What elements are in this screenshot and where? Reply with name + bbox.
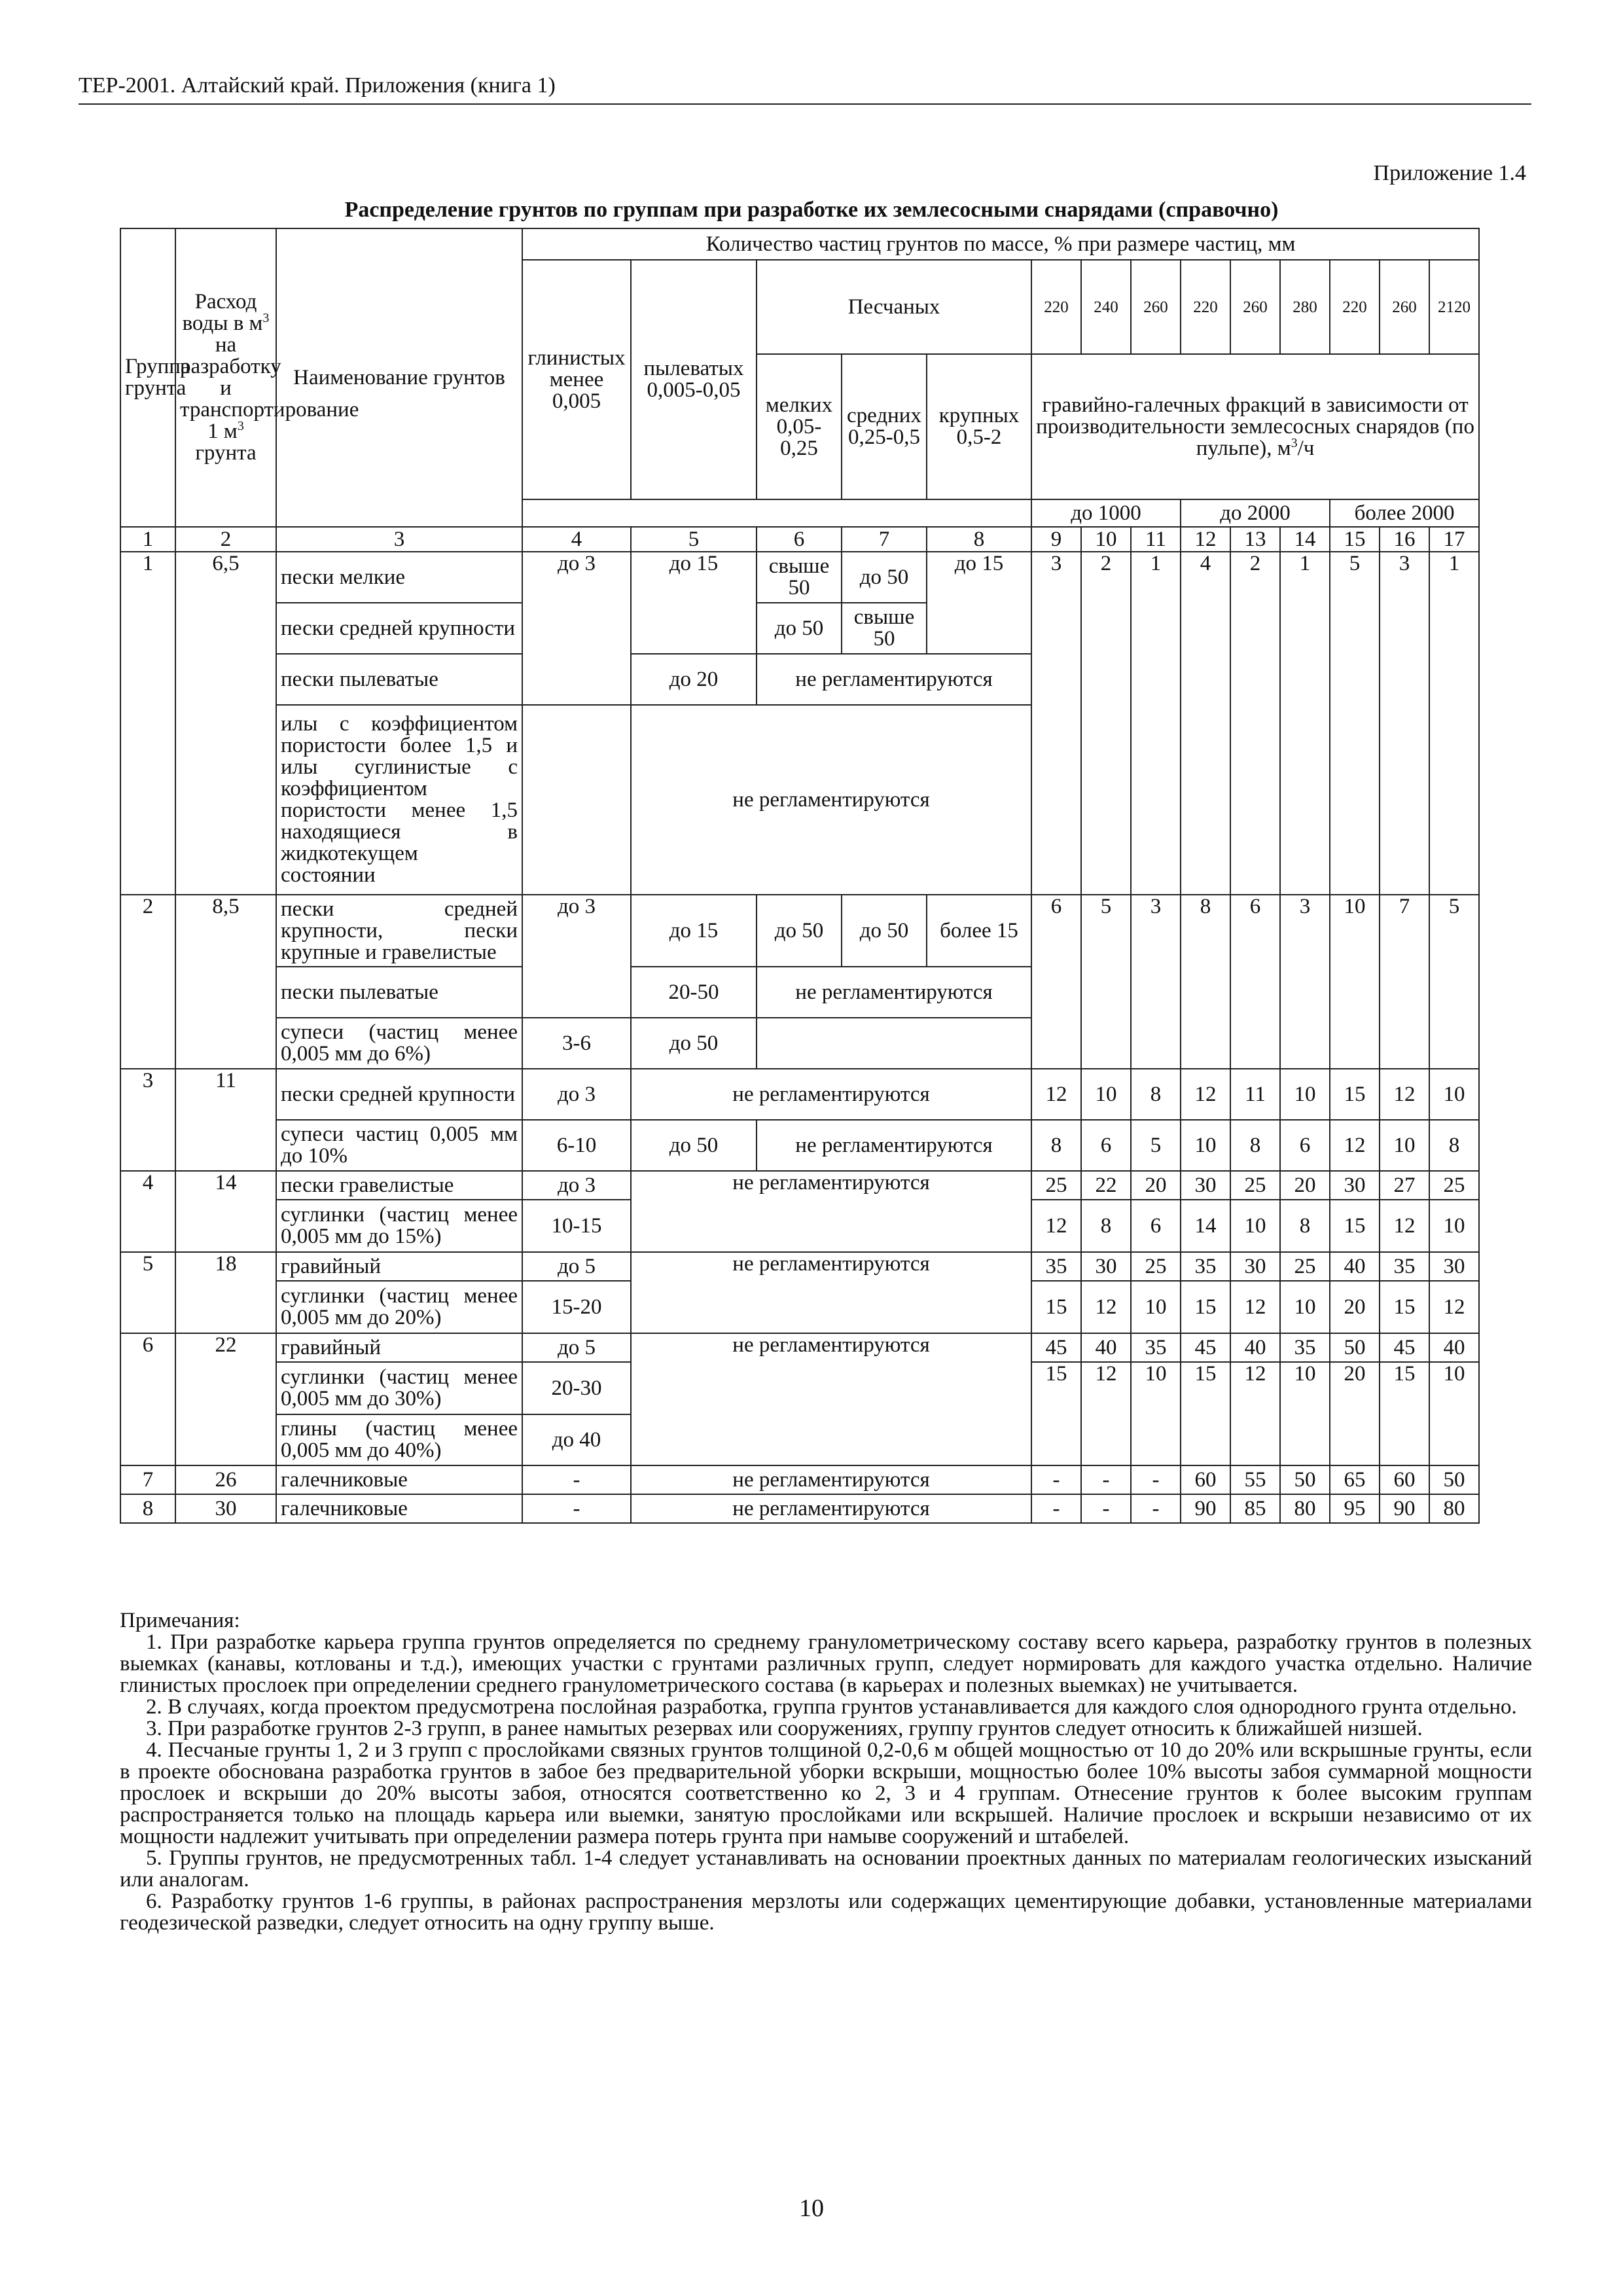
gravel-value: 6 — [1280, 1120, 1330, 1171]
col-number: 4 — [522, 527, 631, 552]
soil-groups-table — [120, 228, 1480, 1524]
gravel-value: 1 — [1131, 552, 1181, 895]
header-perf: до 2000 — [1181, 499, 1330, 527]
not-regulated: не регламентируются — [631, 1465, 1031, 1494]
col-number: 11 — [1131, 527, 1181, 552]
clay-value — [522, 705, 631, 895]
medium-value: свыше 50 — [842, 603, 927, 654]
gravel-value: 5 — [1131, 1120, 1181, 1171]
gravel-value: 15 — [1330, 1200, 1380, 1252]
page-number: 10 — [799, 2195, 824, 2222]
gravel-value: 35 — [1380, 1252, 1429, 1281]
page-header: ТЕР-2001. Алтайский край. Приложения (книга 1) — [79, 73, 1531, 105]
gravel-value: 65 — [1330, 1465, 1380, 1494]
soil-name: глины (частиц менее 0,005 мм до 40%) — [276, 1414, 522, 1465]
col-number: 14 — [1280, 527, 1330, 552]
gravel-value: 30 — [1429, 1252, 1479, 1281]
gravel-value: 6 — [1131, 1200, 1181, 1252]
soil-name: пески средней крупности — [276, 603, 522, 654]
soil-name: пески пылеватые — [276, 654, 522, 705]
header-name: Наименование грунтов — [276, 228, 522, 527]
not-regulated: не регламентируются — [631, 705, 1031, 895]
medium-value: до 50 — [842, 552, 927, 603]
gravel-value: 10 — [1280, 1281, 1330, 1333]
gravel-value: 10 — [1131, 1281, 1181, 1333]
note-item: 1. При разработке карьера группа грунтов определяется по среднему гранулометрическому составу всего карьера, разработку грунтов в полезных выемках (канавы, котлованы и т.д.), имеющих участки с грунтами различных групп, следует нормировать для каждого участка отдельно. Наличие глинистых прослоек при определении среднего гранулометрического состава (в карьерах и полезных выемках) не учитывается. — [120, 1630, 1532, 1697]
group-number: 4 — [120, 1171, 175, 1252]
gravel-value: 12 — [1230, 1281, 1280, 1333]
gravel-value: 40 — [1330, 1252, 1380, 1281]
not-regulated: не регламентируются — [631, 1252, 1031, 1333]
clay-value: - — [522, 1465, 631, 1494]
header-pump: 240 — [1081, 260, 1131, 354]
gravel-value: - — [1081, 1494, 1131, 1523]
water-rate: 22 — [175, 1333, 276, 1465]
not-regulated: не регламентируются — [757, 1120, 1031, 1171]
clay-value: 15-20 — [522, 1281, 631, 1333]
soil-name: суглинки (частиц менее 0,005 мм до 15%) — [276, 1200, 522, 1252]
clay-value: 20-30 — [522, 1362, 631, 1414]
header-water: Расход воды в $м^3$ на разработку и транспортирование 1 $м^3$ грунта — [175, 228, 276, 527]
header-pump: 260 — [1380, 260, 1429, 354]
clay-value: до 40 — [522, 1414, 631, 1465]
header-group: Группа грунта — [120, 228, 175, 527]
gravel-value: 90 — [1380, 1494, 1429, 1523]
gravel-value: 45 — [1380, 1333, 1429, 1362]
gravel-value: 10 — [1280, 1362, 1330, 1465]
gravel-value: 20 — [1330, 1362, 1380, 1465]
gravel-value: 8 — [1230, 1120, 1280, 1171]
clay-value: до 3 — [522, 1069, 631, 1120]
gravel-value: 30 — [1230, 1252, 1280, 1281]
gravel-value: 35 — [1280, 1333, 1330, 1362]
gravel-value: 4 — [1181, 552, 1230, 895]
gravel-value: 8 — [1181, 895, 1230, 1069]
gravel-value: 45 — [1181, 1333, 1230, 1362]
notes-heading: Примечания: — [120, 1609, 240, 1632]
col-number: 1 — [120, 527, 175, 552]
gravel-value: 14 — [1181, 1200, 1230, 1252]
col-number: 8 — [927, 527, 1031, 552]
gravel-value: 12 — [1081, 1362, 1131, 1465]
soil-name: супеси частиц 0,005 мм до 10% — [276, 1120, 522, 1171]
col-number: 7 — [842, 527, 927, 552]
silt-value: до 50 — [631, 1018, 757, 1069]
notes-section — [120, 1610, 1532, 1934]
gravel-value: 3 — [1280, 895, 1330, 1069]
silt-value: 20-50 — [631, 967, 757, 1018]
group-number: 6 — [120, 1333, 175, 1465]
col-number: 17 — [1429, 527, 1479, 552]
gravel-value: - — [1131, 1494, 1181, 1523]
silt-value: до 15 — [631, 552, 757, 654]
gravel-value: 10 — [1429, 1362, 1479, 1465]
note-item: 5. Группы грунтов, не предусмотренных табл. 1-4 следует устанавливать на основании проектных данных по материалам геологических изысканий или аналогам. — [120, 1846, 1532, 1892]
gravel-value: 12 — [1429, 1281, 1479, 1333]
gravel-value: 15 — [1181, 1281, 1230, 1333]
group-number: 8 — [120, 1494, 175, 1523]
gravel-value: 3 — [1031, 552, 1081, 895]
medium-value: до 50 — [842, 895, 927, 967]
clay-value: до 3 — [522, 552, 631, 705]
gravel-value: 5 — [1330, 552, 1380, 895]
gravel-value: 30 — [1181, 1171, 1230, 1200]
header-pump: 260 — [1230, 260, 1280, 354]
water-rate: 30 — [175, 1494, 276, 1523]
gravel-value: 30 — [1330, 1171, 1380, 1200]
water-rate: 26 — [175, 1465, 276, 1494]
soil-name: илы с коэффициентом пористости более 1,5 и илы суглинистые с коэффициентом пористости менее 1,5 находящиеся в жидкотекущем состоянии — [276, 705, 522, 895]
gravel-value: 80 — [1280, 1494, 1330, 1523]
fine-value: до 50 — [757, 895, 842, 967]
gravel-value: 20 — [1330, 1281, 1380, 1333]
gravel-value: - — [1031, 1494, 1081, 1523]
gravel-value: 55 — [1230, 1465, 1280, 1494]
col-number: 6 — [757, 527, 842, 552]
header-pump: 280 — [1280, 260, 1330, 354]
gravel-value: 10 — [1429, 1069, 1479, 1120]
gravel-value: 10 — [1429, 1200, 1479, 1252]
gravel-value: 40 — [1081, 1333, 1131, 1362]
gravel-value: 25 — [1131, 1252, 1181, 1281]
gravel-value: 12 — [1380, 1069, 1429, 1120]
clay-value: 3-6 — [522, 1018, 631, 1069]
soil-name: гравийный — [276, 1333, 522, 1362]
gravel-value: 40 — [1230, 1333, 1280, 1362]
group-number: 2 — [120, 895, 175, 1069]
gravel-value: 10 — [1330, 895, 1380, 1069]
not-regulated: не регламентируются — [757, 967, 1031, 1018]
gravel-value: - — [1131, 1465, 1181, 1494]
gravel-value: 1 — [1429, 552, 1479, 895]
table-title: Распределение грунтов по группам при разработке их землесосными снарядами (справочно) — [344, 198, 1279, 222]
col-number: 16 — [1380, 527, 1429, 552]
gravel-value: 20 — [1131, 1171, 1181, 1200]
header-spacer — [522, 499, 1031, 527]
gravel-value: 60 — [1380, 1465, 1429, 1494]
clay-value: до 5 — [522, 1252, 631, 1281]
gravel-value: 8 — [1429, 1120, 1479, 1171]
gravel-value: 8 — [1280, 1200, 1330, 1252]
gravel-value: 6 — [1031, 895, 1081, 1069]
gravel-value: 10 — [1131, 1362, 1181, 1465]
gravel-value: 27 — [1380, 1171, 1429, 1200]
header-pump: 220 — [1031, 260, 1081, 354]
gravel-value: 15 — [1181, 1362, 1230, 1465]
header-silt: пылеватых 0,005-0,05 — [631, 260, 757, 499]
soil-name: пески средней крупности — [276, 1069, 522, 1120]
gravel-value: 25 — [1429, 1171, 1479, 1200]
gravel-value: 95 — [1330, 1494, 1380, 1523]
gravel-value: 12 — [1181, 1069, 1230, 1120]
gravel-value: 12 — [1081, 1281, 1131, 1333]
col-number: 15 — [1330, 527, 1380, 552]
header-particles: Количество частиц грунтов по массе, % при размере частиц, мм — [522, 228, 1479, 260]
gravel-value: 25 — [1230, 1171, 1280, 1200]
header-perf: более 2000 — [1330, 499, 1479, 527]
gravel-value: 3 — [1131, 895, 1181, 1069]
header-pump: 220 — [1181, 260, 1230, 354]
not-regulated: не регламентируются — [757, 654, 1031, 705]
silt-value: до 20 — [631, 654, 757, 705]
water-rate: 8,5 — [175, 895, 276, 1069]
gravel-value: 6 — [1081, 1120, 1131, 1171]
gravel-value: 22 — [1081, 1171, 1131, 1200]
group-number: 7 — [120, 1465, 175, 1494]
header-pump: 260 — [1131, 260, 1181, 354]
clay-value: 6-10 — [522, 1120, 631, 1171]
clay-value: до 3 — [522, 1171, 631, 1200]
gravel-value: 15 — [1380, 1362, 1429, 1465]
gravel-value: 35 — [1131, 1333, 1181, 1362]
coarse-value: до 15 — [927, 552, 1031, 654]
clay-value: - — [522, 1494, 631, 1523]
gravel-value: 12 — [1380, 1200, 1429, 1252]
not-regulated: не регламентируются — [631, 1069, 1031, 1120]
gravel-value: 1 — [1280, 552, 1330, 895]
group-number: 1 — [120, 552, 175, 895]
gravel-value: 15 — [1380, 1281, 1429, 1333]
gravel-value: 8 — [1031, 1120, 1081, 1171]
fine-value: до 50 — [757, 603, 842, 654]
gravel-value: 2 — [1081, 552, 1131, 895]
silt-value: до 50 — [631, 1120, 757, 1171]
gravel-value: 8 — [1131, 1069, 1181, 1120]
gravel-value: 50 — [1429, 1465, 1479, 1494]
gravel-value: - — [1081, 1465, 1131, 1494]
gravel-value: 50 — [1280, 1465, 1330, 1494]
gravel-value: 10 — [1380, 1120, 1429, 1171]
coarse-value: более 15 — [927, 895, 1031, 967]
gravel-value: 12 — [1330, 1120, 1380, 1171]
not-regulated: не регламентируются — [631, 1171, 1031, 1252]
soil-name: пески мелкие — [276, 552, 522, 603]
clay-value: до 5 — [522, 1333, 631, 1362]
gravel-value: 15 — [1031, 1362, 1081, 1465]
gravel-value: 90 — [1181, 1494, 1230, 1523]
header-medium: средних 0,25-0,5 — [842, 354, 927, 499]
soil-name: галечниковые — [276, 1494, 522, 1523]
soil-name: суглинки (частиц менее 0,005 мм до 30%) — [276, 1362, 522, 1414]
gravel-value: - — [1031, 1465, 1081, 1494]
gravel-value: 15 — [1330, 1069, 1380, 1120]
gravel-value: 10 — [1230, 1200, 1280, 1252]
gravel-value: 35 — [1181, 1252, 1230, 1281]
group-number: 5 — [120, 1252, 175, 1333]
gravel-value: 10 — [1081, 1069, 1131, 1120]
gravel-value: 2 — [1230, 552, 1280, 895]
clay-value: до 3 — [522, 895, 631, 1018]
water-rate: 18 — [175, 1252, 276, 1333]
header-sandy: Песчаных — [757, 260, 1031, 354]
gravel-value: 12 — [1031, 1069, 1081, 1120]
gravel-value: 10 — [1280, 1069, 1330, 1120]
header-gravel: гравийно-галечных фракций в зависимости от производительности землесосных снарядов (по пульпе), $м^3/ч$ — [1031, 354, 1479, 499]
water-rate: 11 — [175, 1069, 276, 1171]
gravel-value: 20 — [1280, 1171, 1330, 1200]
header-clay: глинистых менее 0,005 — [522, 260, 631, 499]
col-number: 12 — [1181, 527, 1230, 552]
gravel-value: 12 — [1230, 1362, 1280, 1465]
gravel-value: 6 — [1230, 895, 1280, 1069]
soil-name: супеси (частиц менее 0,005 мм до 6%) — [276, 1018, 522, 1069]
gravel-value: 12 — [1031, 1200, 1081, 1252]
soil-name: пески пылеватые — [276, 967, 522, 1018]
appendix-label: Приложение 1.4 — [1373, 161, 1526, 185]
group-number: 3 — [120, 1069, 175, 1171]
gravel-value: 80 — [1429, 1494, 1479, 1523]
note-item: 2. В случаях, когда проектом предусмотрена послойная разработка, группа грунтов устанавливается для каждого слоя однородного грунта отдельно. — [146, 1695, 1517, 1719]
gravel-value: 45 — [1031, 1333, 1081, 1362]
gravel-value: 7 — [1380, 895, 1429, 1069]
clay-value: 10-15 — [522, 1200, 631, 1252]
gravel-value: 3 — [1380, 552, 1429, 895]
soil-name: суглинки (частиц менее 0,005 мм до 20%) — [276, 1281, 522, 1333]
col-number: 2 — [175, 527, 276, 552]
gravel-value: 10 — [1181, 1120, 1230, 1171]
header-coarse: крупных 0,5-2 — [927, 354, 1031, 499]
col-number: 13 — [1230, 527, 1280, 552]
col-number: 5 — [631, 527, 757, 552]
header-pump: 2120 — [1429, 260, 1479, 354]
header-fine: мелких 0,05-0,25 — [757, 354, 842, 499]
col-number: 3 — [276, 527, 522, 552]
note-item: 6. Разработку грунтов 1-6 группы, в районах распространения мерзлоты или содержащих цементирующие добавки, установленные материалами геодезической разведки, следует относить на одну группу выше. — [120, 1890, 1532, 1935]
water-rate: 14 — [175, 1171, 276, 1252]
soil-name: пески гравелистые — [276, 1171, 522, 1200]
gravel-value: 50 — [1330, 1333, 1380, 1362]
gravel-value: 40 — [1429, 1333, 1479, 1362]
soil-name: галечниковые — [276, 1465, 522, 1494]
gravel-value: 25 — [1280, 1252, 1330, 1281]
gravel-value: 5 — [1429, 895, 1479, 1069]
gravel-value: 11 — [1230, 1069, 1280, 1120]
note-item: 4. Песчаные грунты 1, 2 и 3 групп с прослойками связных грунтов толщиной 0,2-0,6 м общей мощностью от 10 до 20% или вскрышные грунты, если в проекте обоснована разработка грунтов в забое без предварительной уборки вскрыши, мощностью более 10% высоты забоя суммарной мощности прослоек и вскрыши до 20% высоты забоя, относятся соответственно ко 2, 3 и 4 группам. Отнесение грунтов к более высоким группам распространяется только на площадь карьера или выемки, занятую прослойками или вскрышей. Наличие прослоек и вскрыши независимо от их мощности надлежит учитывать при определении размера потерь грунта при намыве сооружений и штабелей. — [120, 1738, 1532, 1848]
gravel-value: 30 — [1081, 1252, 1131, 1281]
col-number: 9 — [1031, 527, 1081, 552]
gravel-value: 35 — [1031, 1252, 1081, 1281]
gravel-value: 8 — [1081, 1200, 1131, 1252]
soil-name: пески средней крупности, пески крупные и гравелистые — [276, 895, 522, 967]
note-item: 3. При разработке грунтов 2-3 групп, в ранее намытых резервах или сооружениях, группу грунтов следует относить к ближайшей низшей. — [146, 1717, 1423, 1740]
not-regulated: не регламентируются — [631, 1333, 1031, 1465]
gravel-value: 5 — [1081, 895, 1131, 1069]
gravel-value: 25 — [1031, 1171, 1081, 1200]
fine-value: свыше 50 — [757, 552, 842, 603]
empty-cell — [757, 1018, 1031, 1069]
gravel-value: 60 — [1181, 1465, 1230, 1494]
water-rate: 6,5 — [175, 552, 276, 895]
col-number: 10 — [1081, 527, 1131, 552]
header-pump: 220 — [1330, 260, 1380, 354]
gravel-value: 15 — [1031, 1281, 1081, 1333]
header-perf: до 1000 — [1031, 499, 1181, 527]
not-regulated: не регламентируются — [631, 1494, 1031, 1523]
soil-name: гравийный — [276, 1252, 522, 1281]
gravel-value: 85 — [1230, 1494, 1280, 1523]
silt-value: до 15 — [631, 895, 757, 967]
